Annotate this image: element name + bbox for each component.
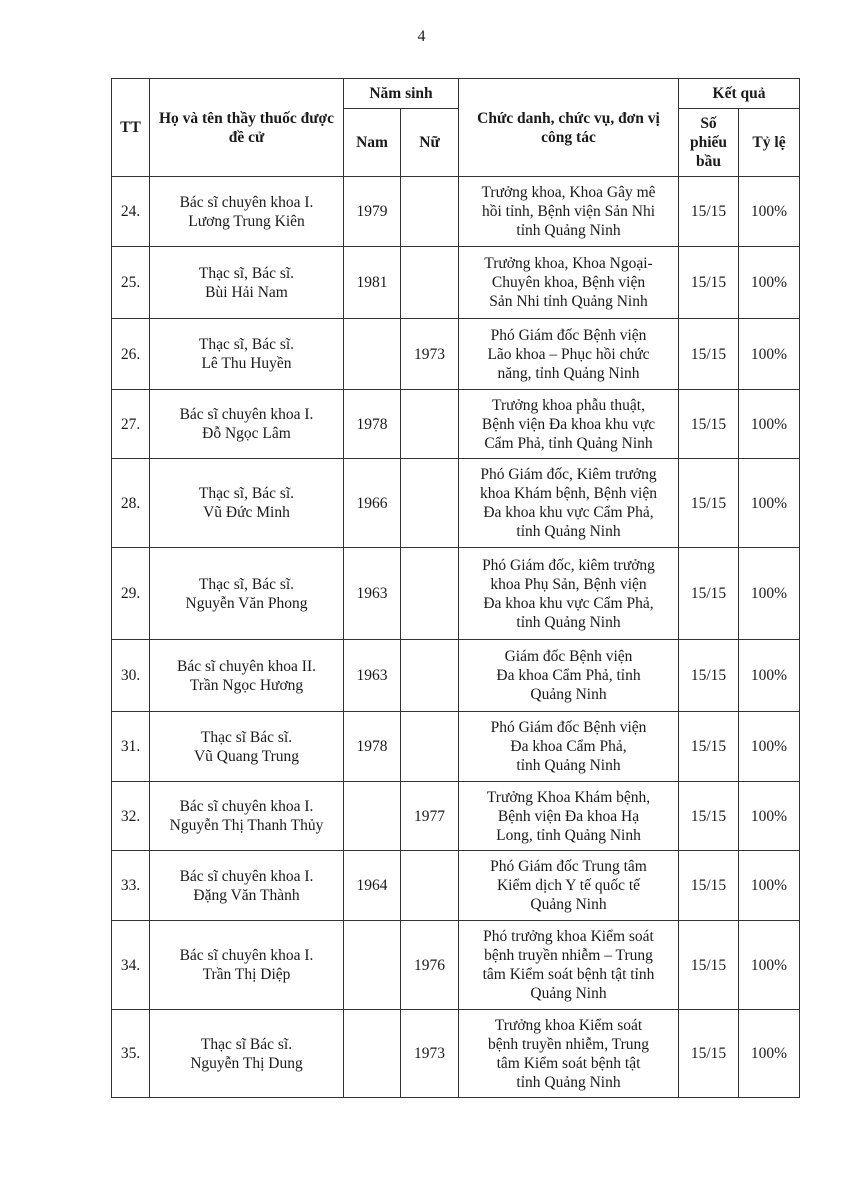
position-line: Chuyên khoa, Bệnh viện xyxy=(491,274,646,291)
row-position xyxy=(459,177,679,247)
table-row xyxy=(112,390,800,459)
row-tt: 25. xyxy=(112,247,150,319)
nominee-title: Bác sĩ chuyên khoa II. xyxy=(176,657,317,675)
position-line: bệnh truyền nhiễm – Trung xyxy=(484,947,653,964)
row-birth-female xyxy=(401,640,459,712)
table-row xyxy=(112,712,800,782)
nominee-title: Thạc sĩ Bác sĩ. xyxy=(200,728,293,746)
nominee-title: Thạc sĩ Bác sĩ. xyxy=(200,1035,293,1053)
nominee-title: Bác sĩ chuyên khoa I. xyxy=(179,947,314,964)
row-nominee xyxy=(150,177,344,247)
row-position xyxy=(459,319,679,390)
nominee-title: Bác sĩ chuyên khoa I. xyxy=(179,867,314,885)
row-rate: 100% xyxy=(739,640,800,712)
row-position xyxy=(459,390,679,459)
row-rate: 100% xyxy=(739,548,800,640)
nominee-name: Lương Trung Kiên xyxy=(188,212,305,230)
position-line: Phó trưởng khoa Kiểm soát xyxy=(483,928,654,945)
position-line: Cẩm Phả, tỉnh Quảng Ninh xyxy=(484,434,653,452)
row-position xyxy=(459,459,679,548)
position-line: khoa Phụ Sản, Bệnh viện xyxy=(490,575,647,593)
row-birth-female xyxy=(401,712,459,782)
nominee-title: Bác sĩ chuyên khoa I. xyxy=(179,798,314,815)
row-rate: 100% xyxy=(739,177,800,247)
nominee-title: Thạc sĩ, Bác sĩ. xyxy=(198,575,295,593)
nominee-name: Trần Ngọc Hương xyxy=(189,676,304,694)
header-birth-year: Năm sinh xyxy=(344,79,459,109)
row-tt: 34. xyxy=(112,921,150,1010)
nominee-name: Nguyễn Thị Thanh Thủy xyxy=(169,817,324,834)
row-rate: 100% xyxy=(739,319,800,390)
row-birth-male: 1963 xyxy=(344,640,401,712)
table-row xyxy=(112,921,800,1010)
position-line: tỉnh Quảng Ninh xyxy=(516,613,621,631)
row-votes: 15/15 xyxy=(679,921,739,1010)
position-line: Phó Giám đốc Trung tâm xyxy=(490,858,647,875)
nominee-name: Đỗ Ngọc Lâm xyxy=(202,425,291,442)
row-tt: 31. xyxy=(112,712,150,782)
table-row xyxy=(112,548,800,640)
position-line: Trưởng khoa phẫu thuật, xyxy=(492,396,645,414)
row-birth-female xyxy=(401,459,459,548)
nominee-title: Bác sĩ chuyên khoa I. xyxy=(179,406,314,423)
row-votes: 15/15 xyxy=(679,319,739,390)
row-nominee xyxy=(150,640,344,712)
nominee-name: Nguyễn Văn Phong xyxy=(185,594,308,612)
row-rate: 100% xyxy=(739,459,800,548)
row-nominee xyxy=(150,459,344,548)
row-position xyxy=(459,782,679,851)
row-votes: 15/15 xyxy=(679,548,739,640)
row-birth-male: 1963 xyxy=(344,548,401,640)
table-row xyxy=(112,1010,800,1098)
row-birth-female: 1976 xyxy=(401,921,459,1010)
row-position xyxy=(459,640,679,712)
row-nominee xyxy=(150,247,344,319)
position-line: tâm Kiểm soát bệnh tật tỉnh xyxy=(482,966,655,983)
nominee-name: Nguyễn Thị Dung xyxy=(190,1054,303,1072)
row-tt: 27. xyxy=(112,390,150,459)
header-result: Kết quả xyxy=(679,79,800,109)
row-rate: 100% xyxy=(739,921,800,1010)
nominee-title: Bác sĩ chuyên khoa I. xyxy=(179,193,314,211)
table-row xyxy=(112,177,800,247)
row-votes: 15/15 xyxy=(679,782,739,851)
position-line: Đa khoa Cẩm Phả, tỉnh xyxy=(496,667,641,684)
row-rate: 100% xyxy=(739,782,800,851)
table-row xyxy=(112,782,800,851)
row-rate: 100% xyxy=(739,390,800,459)
nominee-name: Vũ Đức Minh xyxy=(203,504,290,521)
row-nominee xyxy=(150,1010,344,1098)
position-line: hồi tỉnh, Bệnh viện Sản Nhi xyxy=(481,203,656,220)
row-rate: 100% xyxy=(739,712,800,782)
position-line: tỉnh Quảng Ninh xyxy=(516,523,621,540)
table-row xyxy=(112,319,800,390)
table-body xyxy=(112,177,800,1098)
row-votes: 15/15 xyxy=(679,851,739,921)
row-birth-male: 1966 xyxy=(344,459,401,548)
position-line: tỉnh Quảng Ninh xyxy=(516,757,621,774)
row-votes: 15/15 xyxy=(679,712,739,782)
row-tt: 24. xyxy=(112,177,150,247)
row-birth-female xyxy=(401,548,459,640)
row-birth-female: 1977 xyxy=(401,782,459,851)
position-line: Trưởng khoa Kiểm soát xyxy=(494,1016,643,1034)
row-tt: 26. xyxy=(112,319,150,390)
row-rate: 100% xyxy=(739,1010,800,1098)
row-birth-male xyxy=(344,921,401,1010)
row-nominee xyxy=(150,548,344,640)
position-line: Phó Giám đốc, kiêm trưởng xyxy=(482,556,655,574)
position-line: Bệnh viện Đa khoa khu vực xyxy=(481,415,656,433)
row-birth-male xyxy=(344,319,401,390)
row-birth-male: 1978 xyxy=(344,390,401,459)
header-male: Nam xyxy=(344,109,401,177)
position-line: Sản Nhi tỉnh Quảng Ninh xyxy=(489,293,648,310)
nominee-title: Thạc sĩ, Bác sĩ. xyxy=(198,336,295,353)
header-rate: Tỷ lệ xyxy=(739,109,800,177)
position-line: Bệnh viện Đa khoa Hạ xyxy=(497,807,640,825)
header-position: Chức danh, chức vụ, đơn vị công tác xyxy=(459,79,679,177)
row-birth-female: 1973 xyxy=(401,319,459,390)
row-votes: 15/15 xyxy=(679,247,739,319)
row-votes: 15/15 xyxy=(679,459,739,548)
nominee-name: Vũ Quang Trung xyxy=(193,747,300,765)
row-votes: 15/15 xyxy=(679,640,739,712)
header-female: Nữ xyxy=(401,109,459,177)
position-line: tỉnh Quảng Ninh xyxy=(516,1073,621,1091)
position-line: Đa khoa khu vực Cẩm Phả, xyxy=(483,504,654,521)
row-tt: 28. xyxy=(112,459,150,548)
row-position xyxy=(459,712,679,782)
position-line: Giám đốc Bệnh viện xyxy=(504,648,633,665)
row-tt: 35. xyxy=(112,1010,150,1098)
row-votes: 15/15 xyxy=(679,177,739,247)
row-nominee xyxy=(150,782,344,851)
row-position xyxy=(459,851,679,921)
position-line: năng, tỉnh Quảng Ninh xyxy=(497,364,640,382)
row-birth-male: 1978 xyxy=(344,712,401,782)
position-line: Trưởng khoa, Khoa Gây mê xyxy=(481,184,656,201)
row-nominee xyxy=(150,851,344,921)
row-position xyxy=(459,1010,679,1098)
row-birth-female xyxy=(401,247,459,319)
position-line: Lão khoa – Phục hồi chức xyxy=(487,345,650,363)
nominee-name: Lê Thu Huyền xyxy=(201,355,292,372)
position-line: Long, tỉnh Quảng Ninh xyxy=(496,826,641,844)
row-position xyxy=(459,921,679,1010)
position-line: Phó Giám đốc Bệnh viện xyxy=(490,326,647,344)
position-line: khoa Khám bệnh, Bệnh viện xyxy=(480,485,657,502)
nominee-name: Bùi Hải Nam xyxy=(205,283,288,301)
row-position xyxy=(459,548,679,640)
row-birth-female xyxy=(401,177,459,247)
row-rate: 100% xyxy=(739,851,800,921)
row-tt: 33. xyxy=(112,851,150,921)
table-row xyxy=(112,459,800,548)
position-line: Quảng Ninh xyxy=(530,896,607,913)
row-birth-male: 1981 xyxy=(344,247,401,319)
header-votes: Số phiếu bầu xyxy=(679,109,739,177)
row-birth-male: 1979 xyxy=(344,177,401,247)
row-tt: 29. xyxy=(112,548,150,640)
row-birth-female xyxy=(401,851,459,921)
table-row xyxy=(112,247,800,319)
row-rate: 100% xyxy=(739,247,800,319)
position-line: tâm Kiểm soát bệnh tật xyxy=(496,1054,641,1072)
position-line: Quảng Ninh xyxy=(530,686,607,703)
row-tt: 30. xyxy=(112,640,150,712)
nominee-title: Thạc sĩ, Bác sĩ. xyxy=(198,264,295,282)
position-line: Quảng Ninh xyxy=(530,985,607,1002)
row-position xyxy=(459,247,679,319)
table-row xyxy=(112,851,800,921)
row-birth-female xyxy=(401,390,459,459)
position-line: tỉnh Quảng Ninh xyxy=(516,222,621,239)
page-number: 4 xyxy=(417,28,426,45)
row-nominee xyxy=(150,921,344,1010)
position-line: Trưởng Khoa Khám bệnh, xyxy=(486,788,651,806)
row-nominee xyxy=(150,712,344,782)
header-tt: TT xyxy=(112,79,150,177)
position-line: bệnh truyền nhiễm, Trung xyxy=(487,1035,650,1053)
position-line: Phó Giám đốc, Kiêm trưởng xyxy=(480,466,657,483)
row-birth-male xyxy=(344,1010,401,1098)
row-nominee xyxy=(150,390,344,459)
position-line: Đa khoa Cẩm Phả, xyxy=(510,738,627,755)
nominee-name: Đặng Văn Thành xyxy=(193,886,300,904)
row-votes: 15/15 xyxy=(679,390,739,459)
row-birth-male xyxy=(344,782,401,851)
row-birth-male: 1964 xyxy=(344,851,401,921)
position-line: Phó Giám đốc Bệnh viện xyxy=(490,719,647,736)
row-votes: 15/15 xyxy=(679,1010,739,1098)
table-row xyxy=(112,640,800,712)
position-line: Trưởng khoa, Khoa Ngoại- xyxy=(484,255,653,272)
position-line: Đa khoa khu vực Cẩm Phả, xyxy=(483,594,654,612)
nominee-name: Trần Thị Diệp xyxy=(202,966,291,983)
row-birth-female: 1973 xyxy=(401,1010,459,1098)
row-tt: 32. xyxy=(112,782,150,851)
nominee-title: Thạc sĩ, Bác sĩ. xyxy=(198,485,295,502)
header-name: Họ và tên thầy thuốc được đề cử xyxy=(150,79,344,177)
position-line: Kiểm dịch Y tế quốc tế xyxy=(496,877,641,894)
nominee-table xyxy=(111,78,800,1098)
row-nominee xyxy=(150,319,344,390)
